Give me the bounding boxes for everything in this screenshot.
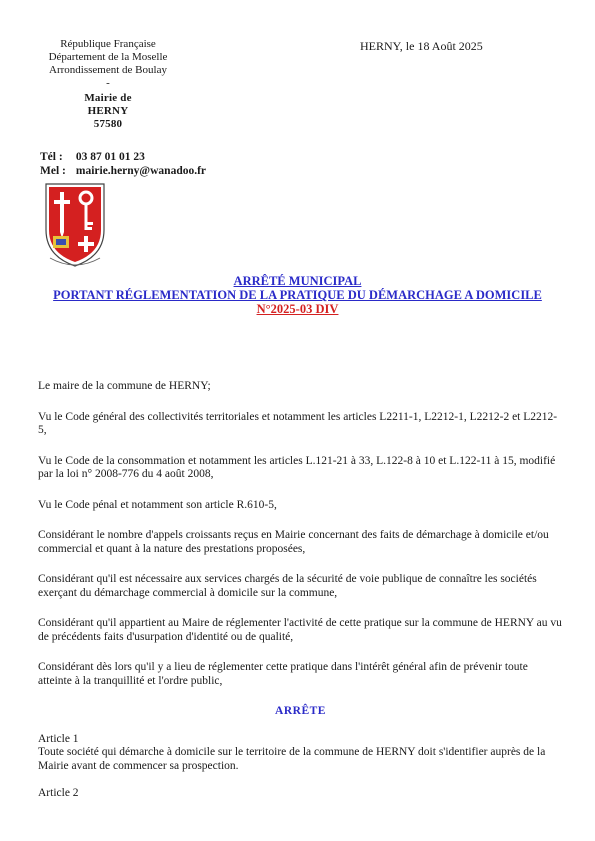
mairie-label: Mairie de (84, 92, 132, 104)
phone-label: Tél : (40, 151, 63, 163)
decree-body (38, 380, 563, 801)
arrondissement-line: Arrondissement de Boulay (49, 64, 167, 76)
decree-title-line2: PORTANT RÉGLEMENTATION DE LA PRATIQUE DU DÉMARCHAGE A DOMICILE (53, 288, 542, 302)
article-1-text: Toute société qui démarche à domicile sur le territoire de la commune de HERNY doit s'identifier auprès de la Mairie avant de commencer sa prospection. (38, 746, 546, 772)
email-row (40, 164, 206, 178)
considerant-paragraph-2: Considérant qu'il est nécessaire aux services chargés de la sécurité de voie publique de connaître les sociétés exerçant du démarchage commercial à domicile sur la commune, (38, 573, 537, 599)
email-value: mairie.herny@wanadoo.fr (75, 165, 207, 177)
arrete-heading: ARRÊTE (275, 705, 326, 717)
article-2-label: Article 2 (38, 787, 79, 799)
phone-row (40, 150, 206, 164)
republic-line: République Française (60, 38, 156, 50)
separator-dash: - (106, 77, 110, 89)
considerant-paragraph-1: Considérant le nombre d'appels croissants reçus en Mairie concernant des faits de démarchage à domicile et/ou commercial et quant à la nature des prestations proposées, (38, 529, 549, 555)
decree-number: N°2025-03 DIV (256, 302, 339, 316)
herny-coat-of-arms-icon (40, 178, 110, 270)
decree-title (40, 274, 555, 316)
decree-title-line1: ARRÊTÉ MUNICIPAL (233, 274, 362, 288)
issuing-authority-block (38, 38, 178, 131)
phone-value: 03 87 01 01 23 (75, 151, 145, 163)
mairie-block (38, 92, 178, 131)
vu-paragraph-consommation: Vu le Code de la consommation et notamment les articles L.121-21 à 33, L.122-8 à 10 et L.122-11 à 15, modifié par la loi n° 2008-776 du 4 août 2008, (38, 454, 556, 480)
vu-paragraph-cgct: Vu le Code général des collectivités territoriales et notamment les articles L2211-1, L2212-1, L2212-2 et L2212-5, (38, 410, 558, 436)
vu-paragraph-penal: Vu le Code pénal et notamment son article R.610-5, (38, 498, 277, 511)
intro-paragraph: Le maire de la commune de HERNY; (38, 380, 211, 392)
article-1-label: Article 1 (38, 732, 79, 745)
postal-code: 57580 (93, 118, 123, 130)
considerant-paragraph-4: Considérant dès lors qu'il y a lieu de réglementer cette pratique dans l'intérêt général afin de prévenir toute atteinte à la tranquillité et l'ordre public, (38, 661, 528, 687)
contact-block (40, 150, 206, 178)
commune-name: HERNY (87, 105, 129, 117)
considerant-paragraph-3: Considérant qu'il appartient au Maire de réglementer l'activité de cette pratique sur la commune de HERNY au vu de précédents faits d'usurpation d'identité ou de qualité, (38, 617, 562, 643)
department-line: Département de la Moselle (48, 51, 168, 63)
email-label: Mel : (40, 165, 66, 177)
place-date: HERNY, le 18 Août 2025 (360, 39, 483, 53)
